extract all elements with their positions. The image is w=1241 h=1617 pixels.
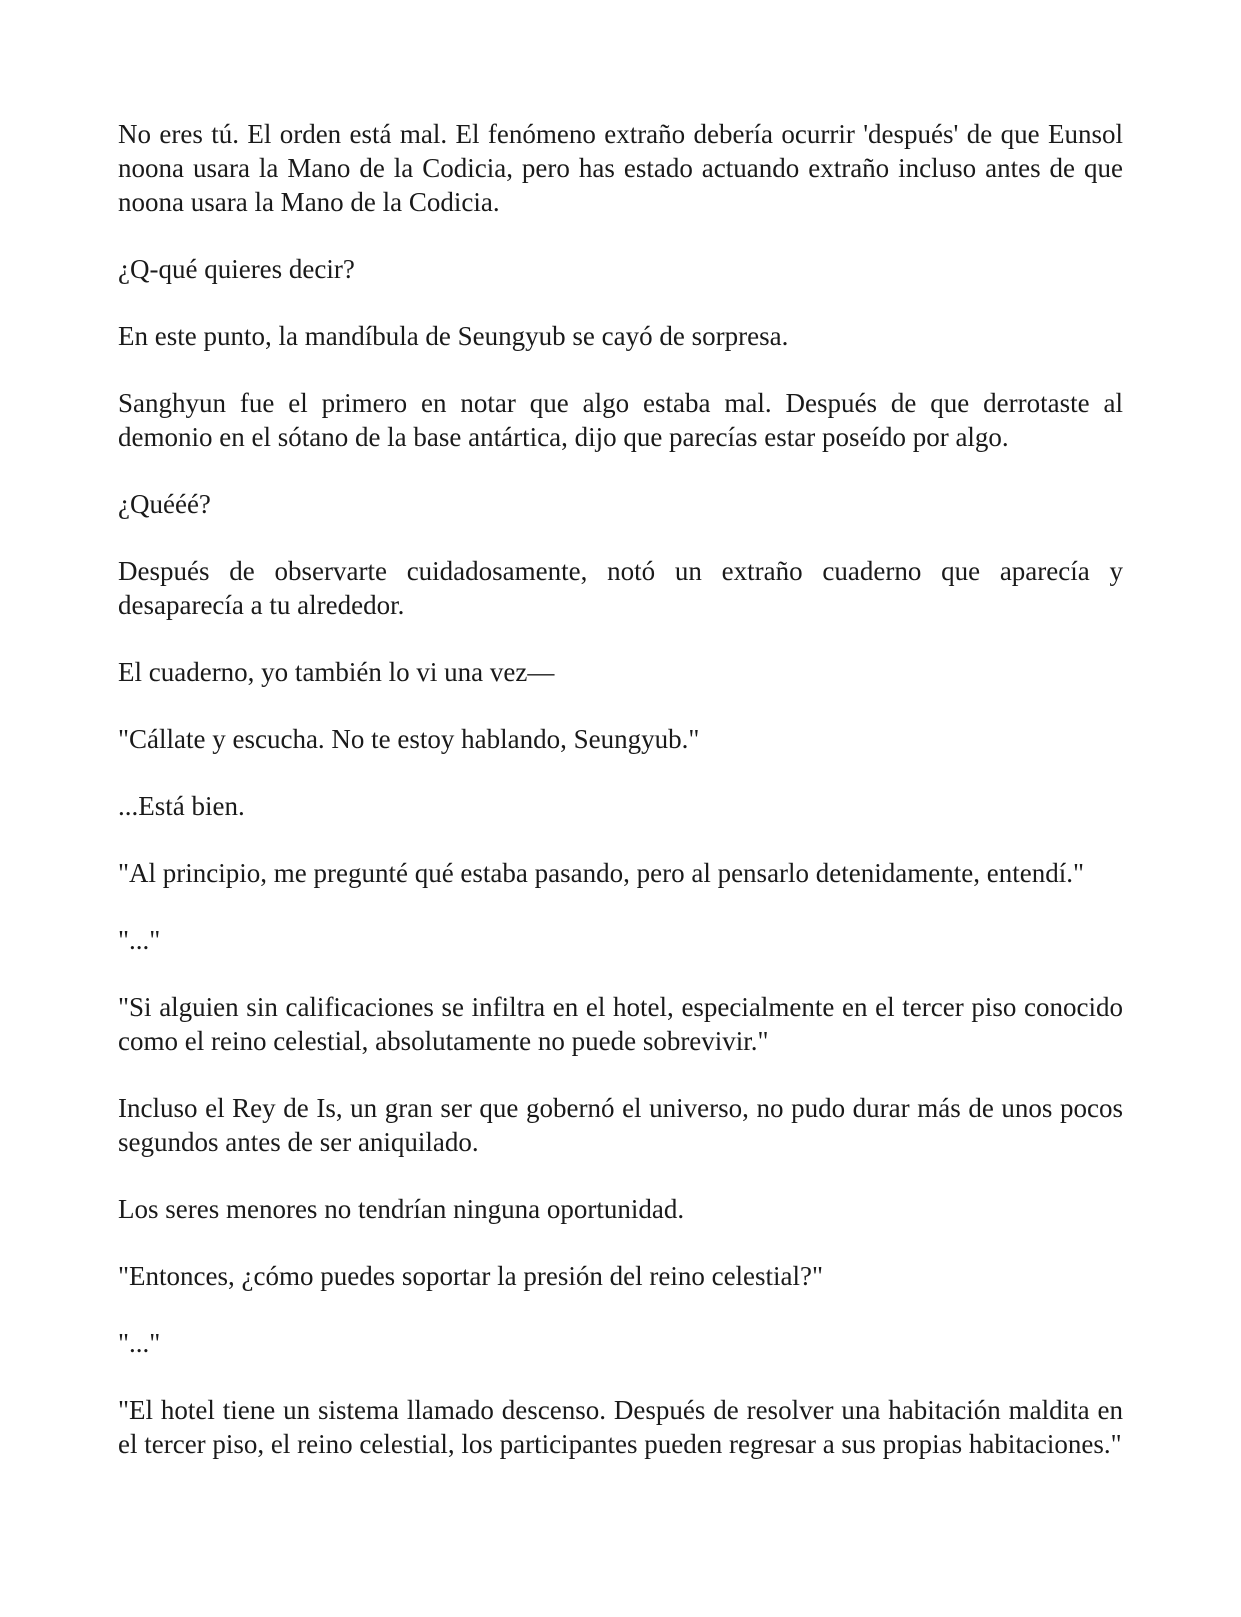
paragraph: ¿Q-qué quieres decir?	[118, 254, 355, 284]
paragraph: ¿Quééé?	[118, 489, 211, 519]
document-body	[118, 117, 1123, 1494]
paragraph: El cuaderno, yo también lo vi una vez—	[118, 657, 555, 687]
paragraph: Después de observarte cuidadosamente, notó un extraño cuaderno que aparecía y desaparecía a tu alrededor.	[118, 556, 1123, 620]
paragraph: "Cállate y escucha. No te estoy hablando, Seungyub."	[118, 724, 700, 754]
paragraph: "El hotel tiene un sistema llamado descenso. Después de resolver una habitación maldita en el tercer piso, el reino celestial, los participantes pueden regresar a sus propias habitaciones."	[118, 1395, 1123, 1459]
paragraph: "..."	[118, 925, 161, 955]
paragraph: Incluso el Rey de Is, un gran ser que gobernó el universo, no pudo durar más de unos pocos segundos antes de ser aniquilado.	[118, 1093, 1123, 1157]
paragraph: En este punto, la mandíbula de Seungyub se cayó de sorpresa.	[118, 321, 789, 351]
paragraph: "..."	[118, 1328, 161, 1358]
paragraph: No eres tú. El orden está mal. El fenómeno extraño debería ocurrir 'después' de que Eunsol noona usara la Mano de la Codicia, pero has estado actuando extraño incluso antes de que noona usara la Mano de la Codicia.	[118, 119, 1123, 217]
paragraph: "Entonces, ¿cómo puedes soportar la presión del reino celestial?"	[118, 1261, 824, 1291]
paragraph: Sanghyun fue el primero en notar que algo estaba mal. Después de que derrotaste al demonio en el sótano de la base antártica, dijo que parecías estar poseído por algo.	[118, 388, 1123, 452]
paragraph: "Al principio, me pregunté qué estaba pasando, pero al pensarlo detenidamente, entendí."	[118, 858, 1084, 888]
paragraph: Los seres menores no tendrían ninguna oportunidad.	[118, 1194, 685, 1224]
paragraph: ...Está bien.	[118, 791, 245, 821]
paragraph: "Si alguien sin calificaciones se infiltra en el hotel, especialmente en el tercer piso conocido como el reino celestial, absolutamente no puede sobrevivir."	[118, 992, 1123, 1056]
